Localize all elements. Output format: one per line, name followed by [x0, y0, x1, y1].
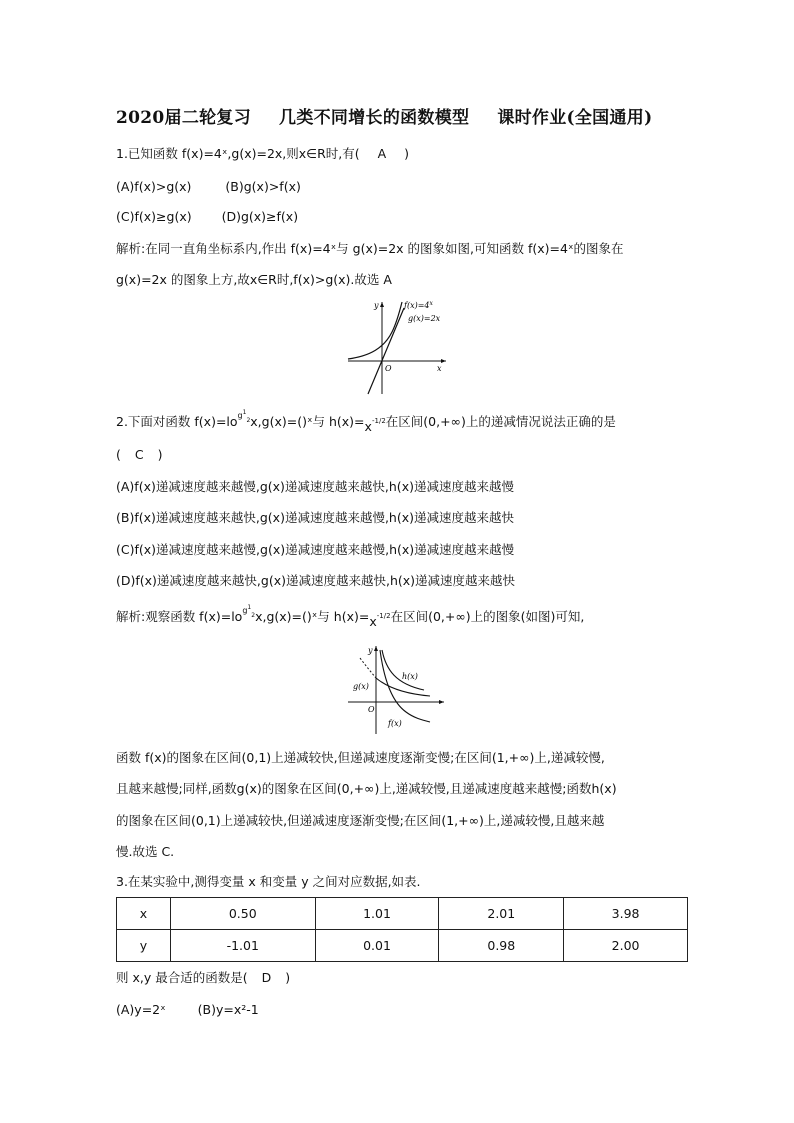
- q2-analysis-log-base: [242, 604, 256, 628]
- q2-hx-exp-num: 1: [374, 417, 379, 425]
- q1-fx-label: $f(x)=4^x$: [404, 300, 433, 310]
- q3-data-table: [116, 897, 688, 962]
- title-part-3: 课时作业(全国通用): [497, 108, 653, 128]
- q2-y-label: y: [368, 646, 373, 655]
- table-cell: 3.98: [564, 898, 688, 930]
- q2-log-base-num: 1: [242, 409, 247, 416]
- title-part-2: 几类不同增长的函数模型: [279, 108, 470, 128]
- q2-analysis-hx-base: x: [369, 614, 377, 629]
- q1-option-d: (D)g(x)≥f(x): [221, 209, 299, 224]
- q2-hx-label: h(x): [402, 672, 418, 681]
- q2-analysis-b: x,g(x)=()ˣ与 h(x)=: [255, 609, 370, 624]
- table-cell: 0.98: [439, 930, 564, 962]
- q3-stem: 3.在某实验中,测得变量 x 和变量 y 之间对应数据,如表.: [116, 874, 421, 889]
- q1-y-arrow: [380, 302, 384, 307]
- q2-conclusion-line-2: 且越来越慢;同样,函数g(x)的图象在区间(0,+∞)上,递减较慢,且递减速度越来越慢;函数h(x): [116, 781, 617, 796]
- q2-log-base: [237, 409, 251, 433]
- q2-hx-exp-den: 2: [381, 417, 386, 425]
- q2-hx-exp: -1/2: [371, 417, 386, 425]
- q3-option-b: (B)y=x²-1: [197, 1002, 259, 1017]
- table-cell: 2.00: [564, 930, 688, 962]
- q2-conclusion-line-4: 慢.故选 C.: [116, 844, 175, 859]
- q2-conclusion-line-1: 函数 f(x)的图象在区间(0,1)上递减较快,但递减速度逐渐变慢;在区间(1,+∞)上,递减较慢,: [116, 750, 605, 765]
- q2-log-base-den: 2: [246, 417, 251, 424]
- q1-x-label: x: [437, 364, 442, 373]
- q2-stem: [116, 409, 616, 434]
- q3-option-a: (A)y=2ˣ: [116, 1002, 166, 1017]
- table-cell: 1.01: [315, 898, 439, 930]
- q1-option-a: (A)f(x)>g(x): [116, 179, 192, 194]
- q2-hx-curve: [382, 650, 424, 690]
- table-cell: 0.50: [170, 898, 315, 930]
- q2-gx-dashed: [360, 658, 376, 678]
- q1-figure: [340, 296, 452, 396]
- q2-y-arrow: [374, 646, 378, 651]
- q3-options: [116, 1002, 259, 1018]
- q1-stem: [116, 146, 409, 162]
- q1-analysis-line-2: g(x)=2x 的图象上方,故x∈R时,f(x)>g(x).故选 A: [116, 272, 392, 287]
- q2-conclusion-line-3: 的图象在区间(0,1)上递减较快,但递减速度逐渐变慢;在区间(1,+∞)上,递减较慢,且越来越: [116, 813, 605, 828]
- title-part-1: 2020届二轮复习: [116, 108, 252, 128]
- q2-answer-open: (: [116, 447, 121, 462]
- q2-option-b: (B)f(x)递减速度越来越快,g(x)递减速度越来越慢,h(x)递减速度越来越快: [116, 510, 514, 525]
- q2-answer-line: [116, 447, 162, 463]
- q1-options-cd: [116, 209, 298, 225]
- q2-stem-a: 2.下面对函数 f(x)=lo: [116, 414, 238, 429]
- table-row: [117, 930, 688, 962]
- q1-gx-label: g(x)=2x: [408, 314, 441, 323]
- q2-analysis-log-num: 1: [247, 604, 252, 611]
- q2-fx-label: f(x): [388, 719, 402, 728]
- q2-analysis-c: 在区间(0,+∞)上的图象(如图)可知,: [390, 609, 585, 624]
- q2-x-arrow: [439, 700, 444, 704]
- q1-x-arrow: [441, 359, 446, 363]
- q2-stem-c: 在区间(0,+∞)上的递减情况说法正确的是: [385, 414, 616, 429]
- q2-answer: C: [134, 447, 144, 462]
- q2-answer-close: ): [157, 447, 163, 462]
- q2-option-c: (C)f(x)递减速度越来越慢,g(x)递减速度越来越慢,h(x)递减速度越来越慢: [116, 542, 515, 557]
- q1-option-c: (C)f(x)≥g(x): [116, 209, 192, 224]
- q1-y-label: y: [374, 301, 379, 310]
- q1-stem-text: 1.已知函数 f(x)=4ˣ,g(x)=2x,则x∈R时,有(: [116, 146, 360, 161]
- q2-analysis-hx-sign: -: [376, 612, 380, 620]
- q2-option-d: (D)f(x)递减速度越来越快,g(x)递减速度越来越快,h(x)递减速度越来越快: [116, 573, 516, 588]
- q2-analysis-log-den: 2: [251, 612, 256, 619]
- q3-question-text: 则 x,y 最合适的函数是(: [116, 970, 248, 985]
- q2-origin-label: O: [368, 705, 375, 714]
- table-row: [117, 898, 688, 930]
- q1-fx-curve: [348, 302, 402, 359]
- q1-close: ): [404, 146, 410, 161]
- q2-analysis-hx-exp: -1/2: [376, 612, 391, 620]
- q3-close: ): [285, 970, 291, 985]
- q2-analysis-hx-num: 1: [379, 612, 384, 620]
- q2-gx-label: g(x): [353, 682, 369, 691]
- q1-answer: A: [377, 146, 387, 161]
- q1-option-b: (B)g(x)>f(x): [225, 179, 301, 194]
- q2-analysis-a: 解析:观察函数 f(x)=lo: [116, 609, 243, 624]
- q2-hx-exp-sign: -: [371, 417, 375, 425]
- q3-answer: D: [261, 970, 272, 985]
- q2-analysis-hx-den: 2: [386, 612, 391, 620]
- q3-question: [116, 970, 290, 986]
- q2-analysis-log-g: g: [242, 606, 248, 615]
- q1-origin-label: O: [385, 364, 392, 373]
- q1-options-ab: [116, 179, 301, 195]
- table-cell: x: [117, 898, 171, 930]
- q2-figure: [344, 640, 448, 736]
- table-cell: -1.01: [170, 930, 315, 962]
- page-title: [116, 103, 716, 128]
- q2-stem-b: x,g(x)=()ˣ与 h(x)=: [250, 414, 365, 429]
- q2-log-g: g: [237, 411, 243, 420]
- q2-option-a: (A)f(x)递减速度越来越慢,g(x)递减速度越来越快,h(x)递减速度越来越慢: [116, 479, 514, 494]
- q1-analysis-line-1: 解析:在同一直角坐标系内,作出 f(x)=4ˣ与 g(x)=2x 的图象如图,可知函数 f(x)=4ˣ的图象在: [116, 241, 624, 256]
- table-cell: y: [117, 930, 171, 962]
- q2-hx-base: x: [364, 419, 372, 434]
- table-cell: 0.01: [315, 930, 439, 962]
- table-cell: 2.01: [439, 898, 564, 930]
- q2-analysis: [116, 604, 585, 629]
